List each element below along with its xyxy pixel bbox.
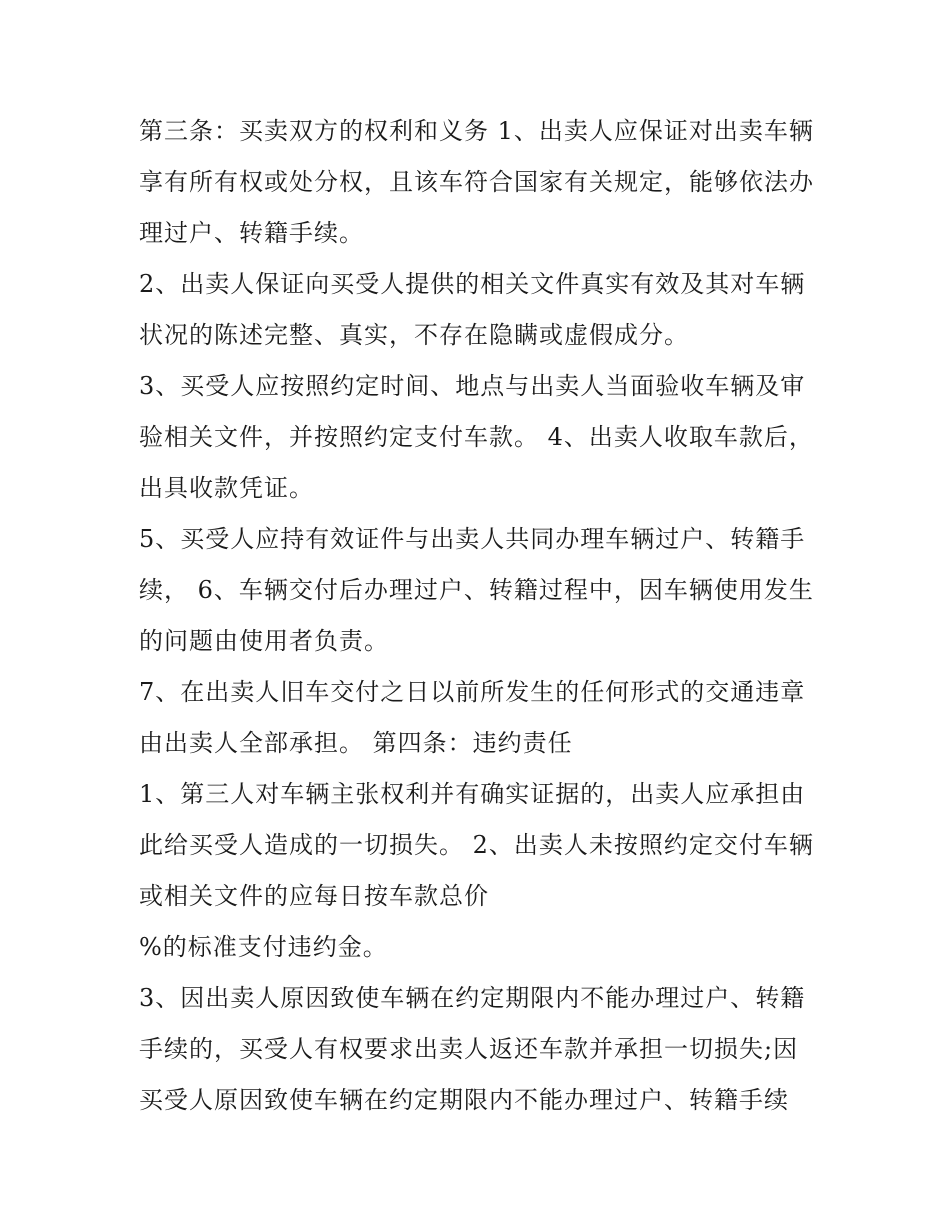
text-line: 买受人原因致使车辆在约定期限内不能办理过户、转籍手续	[139, 1086, 789, 1114]
text-line: 7、在出卖人旧车交付之日以前所发生的任何形式的交通违章	[139, 678, 806, 706]
text-line: 由出卖人全部承担。 第四条：违约责任	[139, 729, 573, 757]
text-line: 或相关文件的应每日按车款总价	[139, 882, 489, 910]
text-line: 状况的陈述完整、真实，不存在隐瞒或虚假成分。	[139, 321, 689, 349]
text-line: 的问题由使用者负责。	[139, 627, 389, 655]
text-line: 手续的，买受人有权要求出卖人返还车款并承担一切损失;因	[139, 1035, 799, 1063]
text-line: 验相关文件，并按照约定支付车款。 4、出卖人收取车款后，	[139, 423, 814, 451]
text-line: 续， 6、车辆交付后办理过户、转籍过程中，因车辆使用发生	[139, 576, 814, 604]
text-line: 第三条：买卖双方的权利和义务 1、出卖人应保证对出卖车辆	[139, 117, 814, 145]
text-line: 理过户、转籍手续。	[139, 219, 364, 247]
text-line: 1、第三人对车辆主张权利并有确实证据的，出卖人应承担由	[139, 780, 806, 808]
text-line: 出具收款凭证。	[139, 474, 314, 502]
text-line: 5、买受人应持有效证件与出卖人共同办理车辆过户、转籍手	[139, 525, 806, 553]
document-body	[139, 106, 819, 1126]
text-line: 3、买受人应按照约定时间、地点与出卖人当面验收车辆及审	[139, 372, 806, 400]
text-line: 2、出卖人保证向买受人提供的相关文件真实有效及其对车辆	[139, 270, 806, 298]
text-line: 3、因出卖人原因致使车辆在约定期限内不能办理过户、转籍	[139, 984, 806, 1012]
text-line: %的标准支付违约金。	[139, 933, 388, 961]
text-line: 此给买受人造成的一切损失。 2、出卖人未按照约定交付车辆	[139, 831, 814, 859]
text-line: 享有所有权或处分权，且该车符合国家有关规定，能够依法办	[139, 168, 814, 196]
